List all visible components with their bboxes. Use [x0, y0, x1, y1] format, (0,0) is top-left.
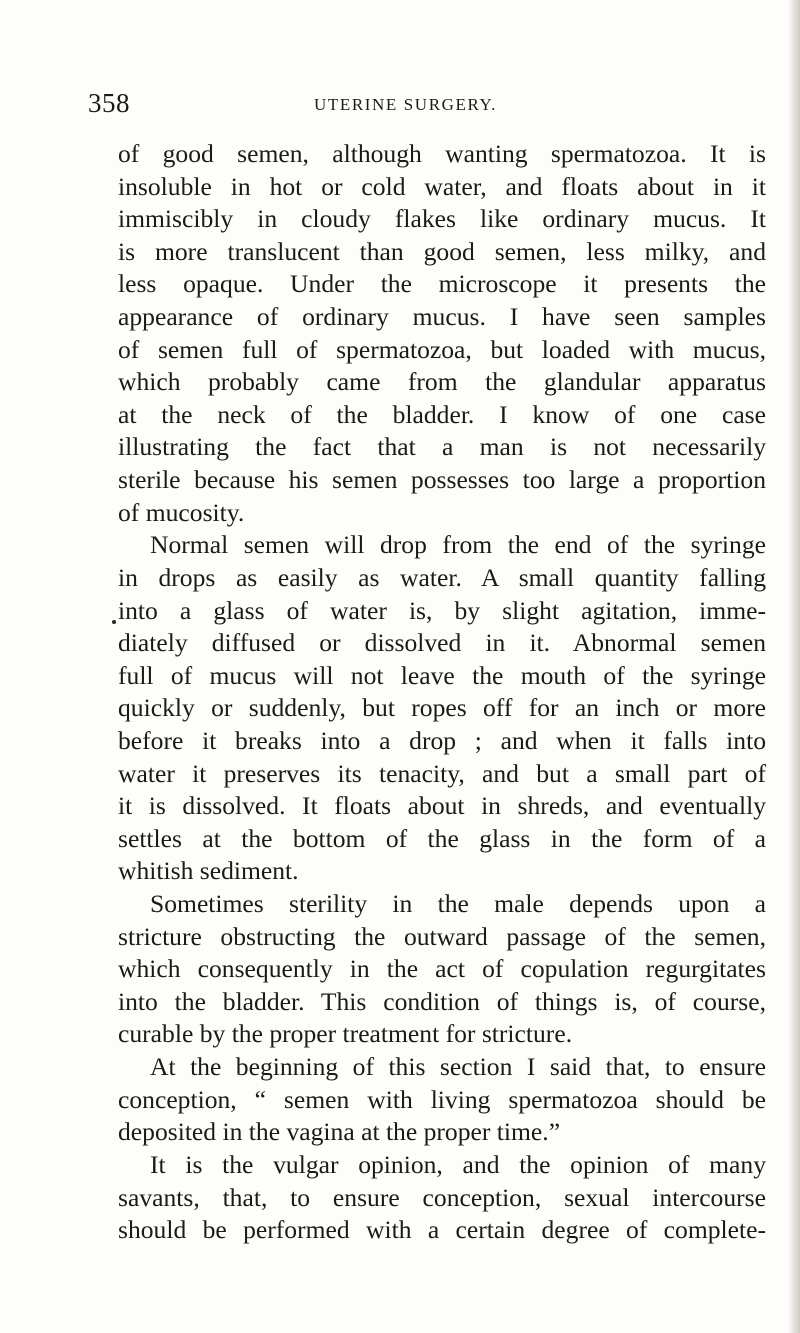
text-line: savants, that, to ensure conception, sexual intercourse [118, 1182, 766, 1212]
text-line: it is dissolved. It floats about in shreds, and eventually [118, 791, 766, 821]
text-line: before it breaks into a drop ; and when it falls into [118, 725, 766, 755]
text-line: full of mucus will not leave the mouth of the syringe [118, 660, 766, 690]
text-line: illustrating the fact that a man is not necessarily [118, 432, 766, 462]
text-line: immiscibly in cloudy flakes like ordinary mucus. It [118, 204, 766, 234]
text-line: Sometimes sterility in the male depends upon a [150, 889, 766, 919]
text-line: which consequently in the act of copulation regurgitates [118, 954, 766, 984]
text-line: deposited in the vagina at the proper time.” [118, 1117, 561, 1147]
text-line: which probably came from the glandular apparatus [118, 367, 766, 397]
text-line: sterile because his semen possesses too large a proportion [118, 465, 766, 495]
text-line: of semen full of spermatozoa, but loaded with mucus, [118, 334, 766, 364]
page-edge-shadow [788, 0, 800, 1333]
text-line: into a glass of water is, by slight agitation, imme- [118, 595, 766, 625]
text-line: of good semen, although wanting spermatozoa. It is [118, 139, 766, 168]
text-line: is more translucent than good semen, less milky, and [118, 236, 766, 266]
text-line: conception, “ semen with living spermatozoa should be [118, 1084, 766, 1114]
body-text [118, 138, 766, 1247]
text-line: appearance of ordinary mucus. I have seen samples [118, 302, 766, 332]
text-line: should be performed with a certain degree of complete- [118, 1215, 766, 1245]
text-line: less opaque. Under the microscope it presents the [118, 269, 766, 299]
page-number: 358 [88, 88, 130, 118]
text-line: settles at the bottom of the glass in the form of a [118, 823, 766, 853]
running-head [88, 88, 768, 128]
text-line: At the beginning of this section I said that, to ensure [150, 1052, 766, 1082]
running-title: UTERINE SURGERY. [314, 95, 498, 114]
text-line: of mucosity. [118, 497, 245, 527]
text-line: curable by the proper treatment for stricture. [118, 1019, 573, 1049]
text-line: diately diffused or dissolved in it. Abnormal semen [118, 628, 766, 658]
text-line: at the neck of the bladder. I know of one case [118, 399, 766, 429]
text-line: water it preserves its tenacity, and but a small part of [118, 758, 766, 788]
text-line: insoluble in hot or cold water, and floats about in it [118, 171, 766, 201]
text-line: quickly or suddenly, but ropes off for an inch or more [118, 693, 766, 723]
text-line: Normal semen will drop from the end of the syringe [150, 530, 766, 560]
text-line: stricture obstructing the outward passage of the semen, [118, 921, 766, 951]
text-line: into the bladder. This condition of things is, of course, [118, 986, 766, 1016]
text-line: in drops as easily as water. A small quantity falling [118, 562, 766, 592]
ink-speck [112, 620, 116, 624]
text-line: whitish sediment. [118, 856, 299, 886]
text-line: It is the vulgar opinion, and the opinion of many [150, 1149, 766, 1179]
